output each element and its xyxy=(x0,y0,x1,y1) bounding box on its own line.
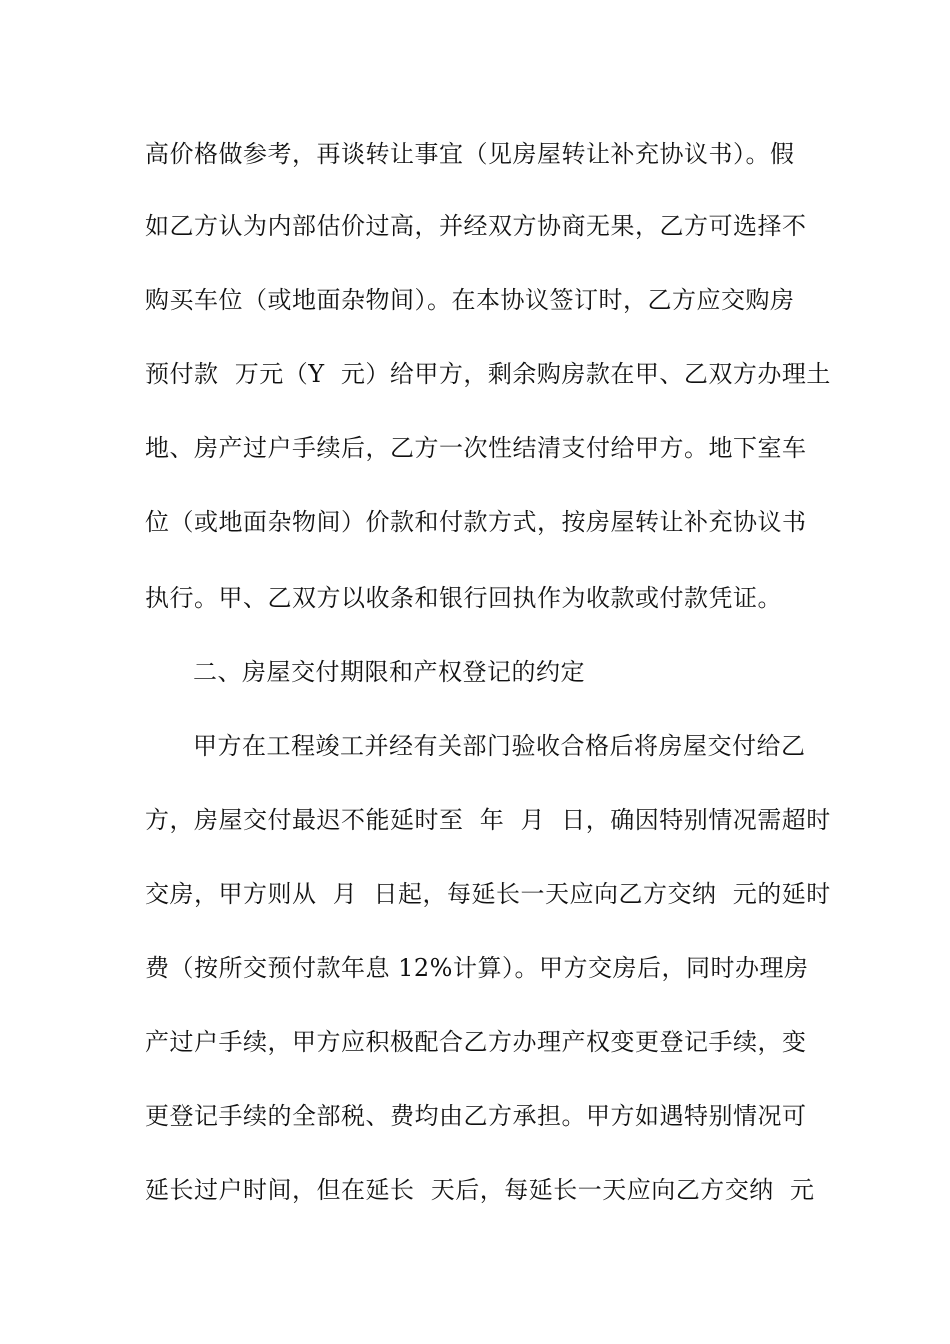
text-line-1: 高价格做参考，再谈转让事宜（见房屋转让补充协议书）。假 xyxy=(145,140,795,168)
text-line-7: 执行。甲、乙双方以收条和银行回执作为收款或付款凭证。 xyxy=(145,584,782,612)
text-line-14: 更登记手续的全部税、费均由乙方承担。甲方如遇特别情况可 xyxy=(145,1102,807,1130)
section-heading: 二、房屋交付期限和产权登记的约定 xyxy=(193,658,585,686)
text-line-9: 甲方在工程竣工并经有关部门验收合格后将房屋交付给乙 xyxy=(193,732,806,760)
text-line-15: 延长过户时间，但在延长 天后，每延长一天应向乙方交纳 元 xyxy=(145,1176,815,1204)
text-line-2: 如乙方认为内部估价过高，并经双方协商无果，乙方可选择不 xyxy=(145,212,807,240)
text-line-5: 地、房产过户手续后，乙方一次性结清支付给甲方。地下室车 xyxy=(145,434,807,462)
text-line-10: 方，房屋交付最迟不能延时至 年 月 日，确因特别情况需超时 xyxy=(145,806,831,834)
text-line-6: 位（或地面杂物间）价款和付款方式，按房屋转让补充协议书 xyxy=(145,508,807,536)
text-line-13: 产过户手续，甲方应积极配合乙方办理产权变更登记手续，变 xyxy=(145,1028,807,1056)
text-line-11: 交房，甲方则从 月 日起，每延长一天应向乙方交纳 元的延时 xyxy=(145,880,831,908)
text-line-4: 预付款 万元（Y 元）给甲方，剩余购房款在甲、乙双方办理土 xyxy=(145,360,831,388)
text-line-3: 购买车位（或地面杂物间）。在本协议签订时，乙方应交购房 xyxy=(145,286,795,314)
text-line-12: 费（按所交预付款年息 12%计算）。甲方交房后，同时办理房 xyxy=(145,954,809,982)
